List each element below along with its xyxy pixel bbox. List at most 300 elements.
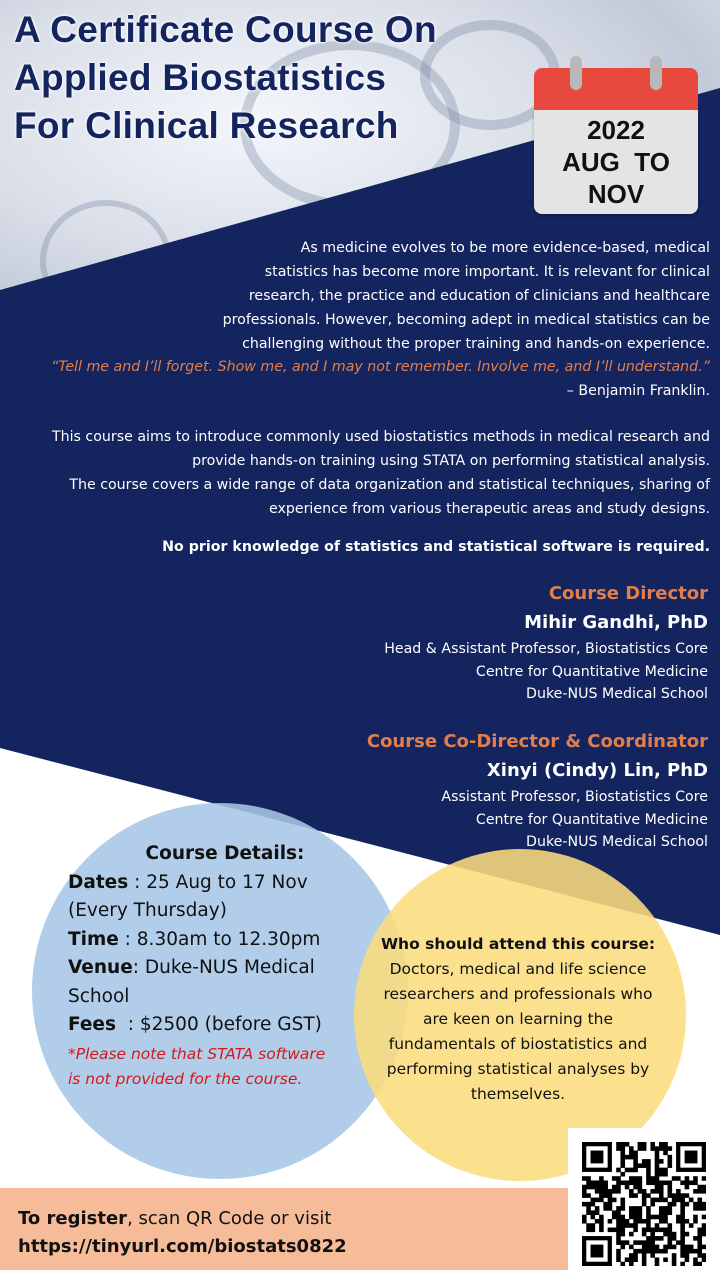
qr-module [680,1215,685,1220]
qr-module [642,1232,647,1237]
qr-module [620,1223,625,1228]
qr-module [702,1245,706,1250]
qr-module [646,1215,651,1220]
qr-module [620,1206,625,1211]
qr-module [629,1253,634,1258]
venue-extra: School [68,985,130,1007]
qr-module [676,1189,681,1194]
no-prior-knowledge-note: No prior knowledge of statistics and statistical software is required. [162,539,710,555]
qr-module [646,1219,651,1224]
qr-module [638,1146,643,1151]
qr-module [595,1189,600,1194]
qr-module [680,1193,685,1198]
course-director-heading: Course Director [548,583,708,604]
qr-module [620,1172,625,1177]
qr-module [697,1228,702,1233]
qr-module [655,1236,660,1241]
stata-note-line: is not provided for the course. [68,1069,303,1088]
qr-module [693,1215,698,1220]
qr-module [680,1206,685,1211]
co-director-affiliation [441,786,708,854]
qr-module [646,1176,651,1181]
qr-module [668,1223,673,1228]
fees-label: Fees [68,1014,116,1035]
dates-row [68,869,368,898]
qr-module [685,1232,690,1237]
qr-module [599,1176,604,1181]
qr-module [672,1202,677,1207]
qr-module [680,1232,685,1237]
qr-module [599,1223,604,1228]
qr-module [680,1228,685,1233]
quote-author: – Benjamin Franklin. [566,383,710,399]
qr-module [659,1185,664,1190]
qr-module [638,1176,643,1181]
qr-module [612,1185,617,1190]
dates-value: : 25 Aug to 17 Nov [128,871,308,893]
qr-module [629,1245,634,1250]
qr-module [608,1228,613,1233]
qr-module [633,1253,638,1258]
qr-module [620,1146,625,1151]
qr-module [599,1228,604,1233]
qr-module [608,1198,613,1203]
qr-module [612,1189,617,1194]
qr-module [629,1206,634,1211]
qr-module [595,1185,600,1190]
qr-module [697,1253,702,1258]
qr-module [620,1155,625,1160]
qr-module [620,1240,625,1245]
qr-module [663,1180,668,1185]
qr-module [685,1185,690,1190]
qr-module [616,1176,621,1181]
qr-module [672,1176,677,1181]
qr-module [642,1240,647,1245]
qr-module [680,1245,685,1250]
qr-module [668,1245,673,1250]
qr-module [650,1215,655,1220]
qr-module [646,1210,651,1215]
qr-module [685,1176,690,1181]
qr-module [680,1202,685,1207]
qr-module [625,1180,630,1185]
qr-module [663,1249,668,1254]
qr-module [676,1198,681,1203]
qr-module [633,1228,638,1233]
register-lead: To register [18,1208,128,1229]
qr-module [672,1257,677,1262]
qr-module [680,1253,685,1258]
qr-module [650,1142,655,1147]
qr-module [689,1180,694,1185]
qr-module [693,1180,698,1185]
qr-module [633,1210,638,1215]
qr-module [659,1228,664,1233]
qr-module [633,1159,638,1164]
qr-module [620,1198,625,1203]
title-line-2: Applied Biostatistics [14,57,387,98]
qr-module [650,1202,655,1207]
qr-module [659,1146,664,1151]
qr-module [659,1249,664,1254]
qr-module [629,1176,634,1181]
qr-module [646,1168,651,1173]
qr-module [668,1185,673,1190]
venue-label: Venue [68,957,133,978]
qr-module [633,1215,638,1220]
qr-module [668,1240,673,1245]
intro-line: As medicine evolves to be more evidence-based, medical [300,240,710,256]
qr-module [659,1193,664,1198]
qr-module [697,1198,702,1203]
qr-module [655,1189,660,1194]
qr-module [655,1172,660,1177]
qr-module [697,1262,702,1266]
qr-module [616,1249,621,1254]
calendar-year: 2022 [587,115,645,145]
qr-module [633,1185,638,1190]
qr-module [642,1159,647,1164]
qr-module [646,1223,651,1228]
aims-line: provide hands-on training using STATA on performing statistical analysis. [192,453,710,469]
qr-module [616,1142,621,1147]
qr-module [646,1193,651,1198]
qr-module [655,1245,660,1250]
qr-module [638,1240,643,1245]
qr-module [629,1189,634,1194]
qr-module [638,1189,643,1194]
qr-module [676,1215,681,1220]
qr-module [646,1180,651,1185]
qr-module [633,1176,638,1181]
qr-module [616,1146,621,1151]
stata-note [68,1042,368,1092]
qr-module [629,1257,634,1262]
qr-module [646,1172,651,1177]
stata-note-line: *Please note that STATA software [68,1044,326,1063]
qr-module [655,1185,660,1190]
qr-module [616,1185,621,1190]
qr-module [599,1185,604,1190]
aims-line: The course covers a wide range of data organization and statistical techniques, sharing of [69,477,710,493]
qr-module [633,1219,638,1224]
qr-module [616,1240,621,1245]
qr-module [582,1189,587,1194]
qr-module [655,1155,660,1160]
qr-module [680,1240,685,1245]
qr-module [668,1236,673,1241]
registration-url[interactable]: https://tinyurl.com/biostats0822 [18,1236,347,1257]
qr-module [586,1180,591,1185]
qr-module [642,1219,647,1224]
qr-module [620,1142,625,1147]
qr-module [668,1206,673,1211]
qr-module [655,1168,660,1173]
qr-module [642,1202,647,1207]
qr-module [676,1176,681,1181]
affiliation-line: Duke-NUS Medical School [526,834,708,850]
qr-module [680,1198,685,1203]
qr-module [663,1206,668,1211]
qr-module [655,1146,660,1151]
qr-module [603,1180,608,1185]
calendar-ring [650,56,662,90]
qr-module [680,1236,685,1241]
qr-module [586,1185,591,1190]
qr-module [659,1159,664,1164]
qr-module [663,1146,668,1151]
qr-module [659,1142,664,1147]
qr-module [693,1202,698,1207]
qr-module [625,1155,630,1160]
qr-module [625,1223,630,1228]
qr-module [595,1206,600,1211]
venue-value: : Duke-NUS Medical [132,957,315,978]
qr-module [586,1193,591,1198]
qr-module [620,1180,625,1185]
intro-line: statistics has become more important. It is relevant for clinical [264,264,710,280]
fees-row [68,1011,368,1040]
qr-module [608,1219,613,1224]
qr-module [642,1262,647,1266]
qr-module [620,1202,625,1207]
qr-module [642,1163,647,1168]
qr-module [586,1206,591,1211]
qr-module [612,1228,617,1233]
intro-line: research, the practice and education of clinicians and healthcare [248,288,710,304]
qr-module [650,1232,655,1237]
qr-module [633,1168,638,1173]
qr-module [608,1206,613,1211]
qr-module [599,1193,604,1198]
qr-module [693,1206,698,1211]
qr-module [616,1215,621,1220]
qr-module [668,1228,673,1233]
qr-module [625,1142,630,1147]
qr-module [629,1232,634,1237]
qr-module [642,1146,647,1151]
qr-module [697,1232,702,1237]
affiliation-line: Assistant Professor, Biostatistics Core [441,789,708,805]
qr-module [629,1151,634,1156]
qr-module [642,1228,647,1233]
qr-module [586,1228,591,1233]
qr-module [663,1168,668,1173]
qr-module [659,1236,664,1241]
qr-module [680,1180,685,1185]
registration-qr-code[interactable] [568,1128,720,1280]
qr-code-icon [582,1142,706,1266]
qr-module [633,1180,638,1185]
qr-module [638,1219,643,1224]
qr-module [702,1176,706,1181]
qr-module [655,1223,660,1228]
intro-paragraph [180,236,710,356]
qr-module [650,1189,655,1194]
qr-module [693,1176,698,1181]
qr-module [646,1206,651,1211]
qr-module [655,1151,660,1156]
calendar-ring [570,56,582,90]
qr-module [591,1202,596,1207]
audience-line: themselves. [470,1085,566,1103]
course-title [14,6,574,150]
qr-module [586,1223,591,1228]
co-director-heading: Course Co-Director & Coordinator [366,731,708,752]
qr-module [685,1245,690,1250]
qr-module [663,1215,668,1220]
qr-module [702,1253,706,1258]
qr-module [620,1151,625,1156]
qr-module [633,1155,638,1160]
qr-module [625,1185,630,1190]
aims-line: This course aims to introduce commonly used biostatistics methods in medical research and [51,429,710,445]
qr-module [616,1253,621,1258]
qr-module [685,1193,690,1198]
qr-module [642,1249,647,1254]
qr-module [633,1249,638,1254]
qr-module [668,1155,673,1160]
qr-module [693,1257,698,1262]
qr-module [608,1202,613,1207]
qr-module [655,1180,660,1185]
qr-module [685,1180,690,1185]
qr-module [633,1163,638,1168]
time-value: : 8.30am to 12.30pm [118,928,321,950]
title-line-3: For Clinical Research [14,105,399,146]
qr-module [591,1180,596,1185]
qr-module [642,1193,647,1198]
qr-module [586,1202,591,1207]
calendar-icon [534,68,698,214]
qr-module [650,1176,655,1181]
qr-module [697,1202,702,1207]
qr-module [676,1240,681,1245]
qr-module [638,1185,643,1190]
aims-paragraph [8,425,710,521]
qr-module [659,1198,664,1203]
qr-module [625,1257,630,1262]
qr-module [646,1159,651,1164]
qr-module [612,1215,617,1220]
qr-module [620,1228,625,1233]
qr-module [616,1189,621,1194]
qr-module [616,1219,621,1224]
qr-module [650,1236,655,1241]
qr-module [599,1180,604,1185]
qr-module [629,1180,634,1185]
qr-module [638,1215,643,1220]
qr-module [689,1245,694,1250]
quote [8,355,710,403]
qr-module [702,1228,706,1233]
qr-module [650,1146,655,1151]
qr-module [582,1185,587,1190]
qr-module [642,1198,647,1203]
qr-module [702,1232,706,1237]
title-line-1: A Certificate Course On [14,9,437,50]
intro-line: professionals. However, becoming adept in medical statistics can be [222,312,710,328]
qr-module [629,1210,634,1215]
qr-module [591,1228,596,1233]
qr-module [663,1172,668,1177]
qr-module [629,1215,634,1220]
qr-module [608,1189,613,1194]
qr-module [612,1198,617,1203]
audience-line: Doctors, medical and life science [389,960,647,978]
qr-module [685,1219,690,1224]
qr-module [629,1193,634,1198]
qr-module [642,1189,647,1194]
qr-module [582,1176,587,1181]
qr-module [608,1193,613,1198]
registration-instruction [18,1208,331,1229]
qr-module [668,1146,673,1151]
qr-finder-pattern [591,1151,604,1164]
qr-module [672,1193,677,1198]
qr-module [676,1219,681,1224]
qr-module [616,1168,621,1173]
qr-module [595,1180,600,1185]
qr-module [663,1232,668,1237]
qr-module [668,1193,673,1198]
qr-module [702,1206,706,1211]
qr-module [689,1198,694,1203]
qr-finder-pattern [685,1151,698,1164]
qr-module [616,1232,621,1237]
qr-module [697,1245,702,1250]
qr-module [672,1198,677,1203]
qr-module [620,1232,625,1237]
qr-module [672,1236,677,1241]
qr-module [595,1210,600,1215]
qr-module [620,1245,625,1250]
qr-module [702,1223,706,1228]
qr-module [638,1180,643,1185]
qr-module [638,1142,643,1147]
qr-module [603,1202,608,1207]
qr-module [680,1249,685,1254]
qr-module [629,1168,634,1173]
qr-module [638,1249,643,1254]
fees-value: : $2500 (before GST) [116,1014,322,1035]
qr-module [659,1180,664,1185]
qr-module [655,1163,660,1168]
qr-module [680,1219,685,1224]
dates-label: Dates [68,871,129,893]
qr-module [697,1236,702,1241]
co-director-name: Xinyi (Cindy) Lin, PhD [486,760,708,781]
quote-text: “Tell me and I’ll forget. Show me, and I may not remember. Involve me, and I’ll understand.” [51,359,710,375]
qr-module [582,1202,587,1207]
qr-module [680,1210,685,1215]
qr-module [616,1257,621,1262]
qr-module [620,1159,625,1164]
aims-line: experience from various therapeutic areas and study designs. [268,501,710,517]
qr-module [629,1155,634,1160]
qr-module [668,1159,673,1164]
qr-module [629,1223,634,1228]
qr-module [633,1223,638,1228]
qr-module [646,1245,651,1250]
course-details-heading: Course Details: [145,843,305,864]
qr-module [702,1257,706,1262]
qr-module [702,1215,706,1220]
qr-module [650,1240,655,1245]
qr-module [655,1159,660,1164]
qr-module [663,1198,668,1203]
